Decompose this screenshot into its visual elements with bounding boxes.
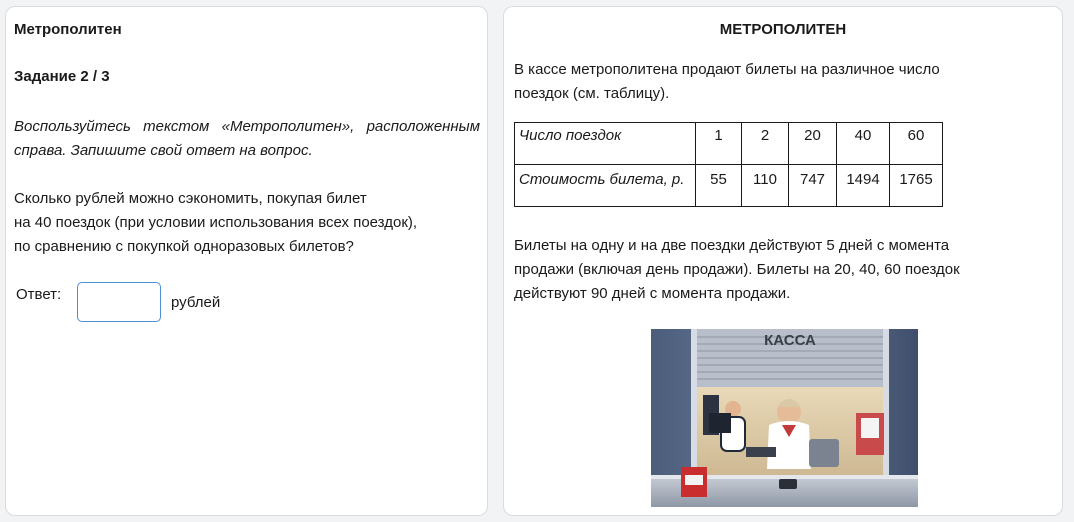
text-title: МЕТРОПОЛИТЕН <box>719 21 847 38</box>
validity-line: действуют 90 дней с момента продажи. <box>514 285 791 302</box>
task-number: Задание 2 / 3 <box>14 68 110 85</box>
answer-input[interactable] <box>77 282 161 322</box>
task-instruction: Воспользуйтесь текстом «Метрополитен», расположенным справа. Запишите свой ответ на вопрос. <box>14 118 480 159</box>
ticket-office-photo <box>651 329 918 507</box>
row-header-price: Стоимость билета, р. <box>515 165 696 207</box>
table-cell: 1765 <box>890 165 943 207</box>
table-cell: 1494 <box>837 165 890 207</box>
table-cell: 60 <box>890 123 943 165</box>
answer-unit: рублей <box>171 294 221 311</box>
text-intro <box>514 58 1034 106</box>
task-question <box>14 187 484 259</box>
table-cell: 747 <box>789 165 837 207</box>
answer-label: Ответ: <box>16 286 62 303</box>
validity-line: продажи (включая день продажи). Билеты на 20, 40, 60 поездок <box>514 261 960 278</box>
table-cell: 55 <box>696 165 742 207</box>
table-cell: 1 <box>696 123 742 165</box>
text-validity <box>514 234 1054 306</box>
table-row <box>515 165 943 207</box>
table-cell: 20 <box>789 123 837 165</box>
question-line: по сравнению с покупкой одноразовых билетов? <box>14 238 354 255</box>
task-title: Метрополитен <box>14 21 122 38</box>
table-cell: 40 <box>837 123 890 165</box>
ticket-price-table <box>514 122 943 207</box>
text-panel <box>503 6 1063 516</box>
kassa-sign: КАССА <box>764 332 816 349</box>
question-line: Сколько рублей можно сэкономить, покупая билет <box>14 190 367 207</box>
table-cell: 110 <box>742 165 789 207</box>
intro-line: поездок (см. таблицу). <box>514 85 670 102</box>
validity-line: Билеты на одну и на две поездки действуют 5 дней с момента <box>514 237 950 254</box>
task-panel <box>5 6 488 516</box>
row-header-trips: Число поездок <box>515 123 696 165</box>
table-row <box>515 123 943 165</box>
question-line: на 40 поездок (при условии использования всех поездок), <box>14 214 418 231</box>
intro-line: В кассе метрополитена продают билеты на различное число <box>514 61 940 78</box>
table-cell: 2 <box>742 123 789 165</box>
